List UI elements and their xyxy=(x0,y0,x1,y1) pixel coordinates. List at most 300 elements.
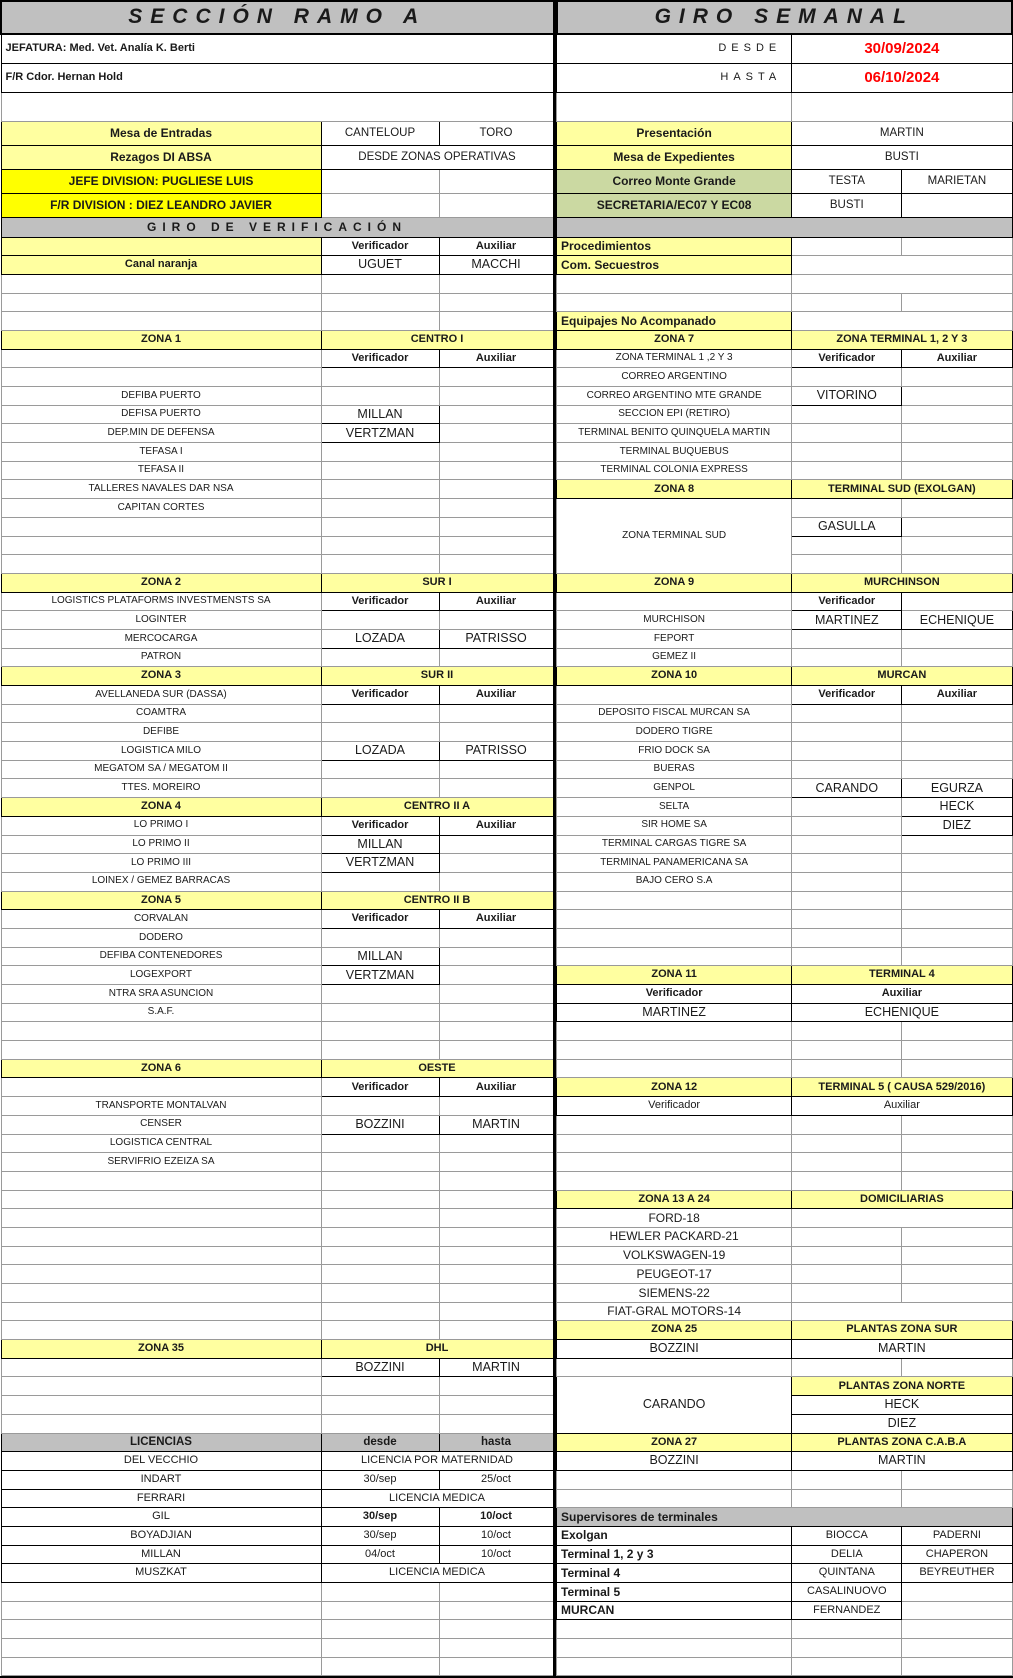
empty-cell xyxy=(792,648,902,667)
empty-cell xyxy=(1,1209,321,1228)
licencia-cell: 30/sep xyxy=(321,1508,439,1527)
rezagos-value: DESDE ZONAS OPERATIVAS xyxy=(321,145,554,169)
zone-header-cell: ZONA 5 xyxy=(1,891,321,910)
licencia-cell: LICENCIA MEDICA xyxy=(321,1489,554,1508)
empty-cell xyxy=(792,891,902,910)
empty-cell xyxy=(439,779,554,798)
cell: BAJO CERO S.A xyxy=(557,872,792,891)
empty-cell xyxy=(557,1115,792,1134)
zone-header-cell: CENTRO I xyxy=(321,330,554,349)
cell: LOGISTICA MILO xyxy=(1,742,321,761)
terminal-label-cell: Terminal 4 xyxy=(557,1564,792,1583)
empty-cell xyxy=(1,1396,321,1415)
empty-cell xyxy=(439,1171,554,1190)
cell: DEPOSITO FISCAL MURCAN SA xyxy=(557,704,792,723)
assignee-name-cell: MILLAN xyxy=(321,835,439,854)
empty-cell xyxy=(557,910,792,929)
assignee-name-cell: ECHENIQUE xyxy=(792,1003,1012,1022)
empty-cell xyxy=(439,1620,554,1639)
empty-cell xyxy=(557,293,792,312)
assignee-name-cell: PATRISSO xyxy=(439,629,554,648)
empty-cell xyxy=(321,1097,439,1116)
empty-cell xyxy=(557,1059,792,1078)
assignee-name-cell: BUSTI xyxy=(792,193,902,217)
empty-cell xyxy=(792,443,902,462)
empty-cell xyxy=(439,1003,554,1022)
empty-cell xyxy=(1,1171,321,1190)
zone-header-cell: SUR I xyxy=(321,573,554,592)
cell: BUERAS xyxy=(557,760,792,779)
empty-cell xyxy=(902,443,1012,462)
empty-cell xyxy=(792,1657,902,1676)
licencia-cell: BOYADJIAN xyxy=(1,1526,321,1545)
zone-header-cell: ZONA 25 xyxy=(557,1321,792,1340)
empty-cell xyxy=(439,947,554,966)
assignee-name-cell: MARTIN xyxy=(439,1358,554,1377)
empty-cell xyxy=(557,1657,792,1676)
assignee-name-cell: TESTA xyxy=(792,169,902,193)
empty-cell xyxy=(439,461,554,480)
zone-header-cell: DOMICILIARIAS xyxy=(792,1190,1012,1209)
empty-cell xyxy=(321,536,439,555)
empty-cell xyxy=(1,1078,321,1097)
empty-cell xyxy=(557,592,792,611)
empty-cell xyxy=(439,1321,554,1340)
empty-cell xyxy=(321,499,439,518)
empty-cell xyxy=(792,1302,1012,1321)
fr-line: F/R Cdor. Hernan Hold xyxy=(1,63,554,92)
empty-cell xyxy=(792,1470,902,1489)
empty-cell xyxy=(557,274,792,293)
empty-cell xyxy=(902,368,1012,387)
empty-cell xyxy=(902,1657,1012,1676)
company-cell: HEWLER PACKARD-21 xyxy=(557,1227,792,1246)
empty-cell xyxy=(902,293,1012,312)
empty-cell xyxy=(321,1302,439,1321)
empty-cell xyxy=(439,1097,554,1116)
empty-cell xyxy=(792,424,902,443)
empty-cell xyxy=(902,854,1012,873)
zone-header-cell: ZONA 4 xyxy=(1,798,321,817)
empty-cell xyxy=(439,443,554,462)
mesa-expedientes-label: Mesa de Expedientes xyxy=(557,145,792,169)
licencia-cell: 30/sep xyxy=(321,1470,439,1489)
jefatura-line: JEFATURA: Med. Vet. Analía K. Berti xyxy=(1,34,554,63)
assignee-name-cell: PATRISSO xyxy=(439,742,554,761)
empty-cell xyxy=(1,1657,321,1676)
cell: FRIO DOCK SA xyxy=(557,742,792,761)
empty-cell xyxy=(1,349,321,368)
cell: DEP.MIN DE DEFENSA xyxy=(1,424,321,443)
empty-cell xyxy=(1,274,321,293)
cell: MURCHISON xyxy=(557,611,792,630)
cell: CAPITAN CORTES xyxy=(1,499,321,518)
supervisor-name-cell: BEYREUTHER xyxy=(902,1564,1012,1583)
cell: TERMINAL PANAMERICANA SA xyxy=(557,854,792,873)
assignee-name-cell: HECK xyxy=(902,798,1012,817)
assignee-name-cell: VERTZMAN xyxy=(321,424,439,443)
empty-cell xyxy=(902,872,1012,891)
cell: GEMEZ II xyxy=(557,648,792,667)
empty-cell xyxy=(321,928,439,947)
empty-cell xyxy=(321,1190,439,1209)
cell: TERMINAL BUQUEBUS xyxy=(557,443,792,462)
empty-cell xyxy=(321,1620,439,1639)
empty-cell xyxy=(439,1022,554,1041)
empty-cell xyxy=(792,92,1012,121)
empty-cell xyxy=(321,1583,439,1602)
cell: LO PRIMO I xyxy=(1,816,321,835)
empty-cell xyxy=(439,1396,554,1415)
zone-header-cell: OESTE xyxy=(321,1059,554,1078)
empty-cell xyxy=(321,985,439,1004)
empty-cell xyxy=(792,872,902,891)
cell: SELTA xyxy=(557,798,792,817)
empty-cell xyxy=(439,928,554,947)
cell: TEFASA II xyxy=(1,461,321,480)
empty-cell xyxy=(902,1489,1012,1508)
supervisor-name-cell: CASALINUOVO xyxy=(792,1583,902,1602)
empty-cell xyxy=(902,891,1012,910)
empty-cell xyxy=(1,1601,321,1620)
empty-cell xyxy=(321,704,439,723)
empty-cell xyxy=(439,312,554,331)
empty-cell xyxy=(792,461,902,480)
empty-cell xyxy=(902,499,1012,518)
empty-cell xyxy=(902,1470,1012,1489)
licencia-cell: FERRARI xyxy=(1,1489,321,1508)
empty-cell xyxy=(1,92,554,121)
licencias-header-cell: LICENCIAS xyxy=(1,1433,321,1452)
empty-cell xyxy=(792,1284,902,1303)
empty-cell xyxy=(792,1059,902,1078)
assignee-name-cell xyxy=(902,193,1012,217)
empty-cell xyxy=(1,368,321,387)
cell: SIR HOME SA xyxy=(557,816,792,835)
licencia-cell: DEL VECCHIO xyxy=(1,1452,321,1471)
empty-cell xyxy=(902,536,1012,555)
empty-cell xyxy=(439,480,554,499)
empty-cell xyxy=(902,1284,1012,1303)
zone-header-cell: PLANTAS ZONA C.A.B.A xyxy=(792,1433,1012,1452)
empty-cell xyxy=(902,237,1012,256)
supervisor-name-cell: BIOCCA xyxy=(792,1526,902,1545)
assignee-name-cell: CARANDO xyxy=(557,1377,792,1433)
zone-header-cell: ZONA 2 xyxy=(1,573,321,592)
empty-cell xyxy=(321,193,439,217)
empty-cell xyxy=(439,648,554,667)
empty-cell xyxy=(1,312,321,331)
empty-cell xyxy=(439,1414,554,1433)
supervisor-name-cell: DELIA xyxy=(792,1545,902,1564)
licencia-cell: 10/oct xyxy=(439,1508,554,1527)
assignee-name-cell: MILLAN xyxy=(321,947,439,966)
empty-cell xyxy=(792,1171,902,1190)
empty-cell xyxy=(321,368,439,387)
empty-cell xyxy=(439,1134,554,1153)
empty-cell xyxy=(321,1639,439,1658)
assignee-name-cell: CANTELOUP xyxy=(321,121,439,145)
column-header-cell: Auxiliar xyxy=(439,910,554,929)
column-header-cell: Auxiliar xyxy=(439,349,554,368)
section-label-cell: Procedimientos xyxy=(557,237,792,256)
zone-header-cell: ZONA 11 xyxy=(557,966,792,985)
licencia-cell: LICENCIA POR MATERNIDAD xyxy=(321,1452,554,1471)
empty-cell xyxy=(439,274,554,293)
cell: DEFIBA PUERTO xyxy=(1,387,321,406)
empty-cell xyxy=(1,1246,321,1265)
column-header-cell: Auxiliar xyxy=(439,592,554,611)
column-header-cell: Auxiliar xyxy=(439,237,554,256)
empty-cell xyxy=(792,760,902,779)
empty-cell xyxy=(1,1265,321,1284)
licencia-cell: MILLAN xyxy=(1,1545,321,1564)
empty-cell xyxy=(321,1022,439,1041)
supervisor-name-cell: PADERNI xyxy=(902,1526,1012,1545)
empty-cell xyxy=(439,169,554,193)
empty-cell xyxy=(321,293,439,312)
empty-cell xyxy=(902,1639,1012,1658)
empty-cell xyxy=(439,555,554,574)
empty-cell xyxy=(557,92,792,121)
empty-cell xyxy=(557,1639,792,1658)
empty-cell xyxy=(321,1227,439,1246)
empty-cell xyxy=(557,1153,792,1172)
zone-header-cell: ZONA TERMINAL 1, 2 Y 3 xyxy=(792,330,1012,349)
empty-cell xyxy=(902,928,1012,947)
assignee-name-cell: GASULLA xyxy=(792,517,902,536)
cell: LOGISTICA CENTRAL xyxy=(1,1134,321,1153)
empty-cell xyxy=(321,1265,439,1284)
empty-cell xyxy=(792,1153,902,1172)
empty-cell xyxy=(792,293,902,312)
empty-cell xyxy=(1,1190,321,1209)
jefe-division-label: JEFE DIVISION: PUGLIESE LUIS xyxy=(1,169,321,193)
empty-cell xyxy=(1,1302,321,1321)
licencia-cell: MUSZKAT xyxy=(1,1564,321,1583)
empty-cell xyxy=(902,1134,1012,1153)
zone-header-cell: ZONA 12 xyxy=(557,1078,792,1097)
empty-cell xyxy=(557,928,792,947)
empty-cell xyxy=(1,1358,321,1377)
empty-cell xyxy=(902,1153,1012,1172)
empty-cell xyxy=(439,1284,554,1303)
cell: TTES. MOREIRO xyxy=(1,779,321,798)
assignee-name-cell: VITORINO xyxy=(792,387,902,406)
column-header-cell: Auxiliar xyxy=(902,349,1012,368)
empty-cell xyxy=(321,1321,439,1340)
empty-cell xyxy=(792,405,902,424)
column-header-cell: Verificador xyxy=(792,686,902,705)
cell: GENPOL xyxy=(557,779,792,798)
empty-cell xyxy=(792,274,1012,293)
assignee-name-cell: MARIETAN xyxy=(902,169,1012,193)
empty-cell xyxy=(439,1153,554,1172)
cell: COAMTRA xyxy=(1,704,321,723)
empty-cell xyxy=(321,1171,439,1190)
fr-division-label: F/R DIVISION : DIEZ LEANDRO JAVIER xyxy=(1,193,321,217)
empty-cell xyxy=(439,723,554,742)
empty-cell xyxy=(902,947,1012,966)
empty-cell xyxy=(321,760,439,779)
assignee-name-cell: MILLAN xyxy=(321,405,439,424)
empty-cell xyxy=(439,517,554,536)
zone-header-cell: MURCAN xyxy=(792,667,1012,686)
empty-cell xyxy=(321,779,439,798)
section-label-cell: Com. Secuestros xyxy=(557,256,792,275)
supervisor-name-cell: CHAPERON xyxy=(902,1545,1012,1564)
empty-cell xyxy=(1,555,321,574)
zone-header-cell: PLANTAS ZONA SUR xyxy=(792,1321,1012,1340)
cell: ZONA TERMINAL 1 ,2 Y 3 xyxy=(557,349,792,368)
empty-cell xyxy=(1,1227,321,1246)
empty-cell xyxy=(792,256,1012,275)
empty-cell xyxy=(321,1377,439,1396)
empty-cell xyxy=(902,723,1012,742)
mesa-entradas-label: Mesa de Entradas xyxy=(1,121,321,145)
empty-cell xyxy=(1,1414,321,1433)
licencia-cell: GIL xyxy=(1,1508,321,1527)
cell: DEFIBE xyxy=(1,723,321,742)
empty-cell xyxy=(902,517,1012,536)
column-header-cell: Verificador xyxy=(321,349,439,368)
rezagos-label: Rezagos DI ABSA xyxy=(1,145,321,169)
empty-cell xyxy=(321,480,439,499)
empty-cell xyxy=(439,611,554,630)
empty-cell xyxy=(792,499,902,518)
cell: NTRA SRA ASUNCION xyxy=(1,985,321,1004)
zone-header-cell: ZONA 7 xyxy=(557,330,792,349)
licencia-cell: 04/oct xyxy=(321,1545,439,1564)
empty-cell xyxy=(439,966,554,985)
section-title: SECCIÓN RAMO A xyxy=(1,1,554,34)
cell: CENSER xyxy=(1,1115,321,1134)
empty-cell xyxy=(792,555,902,574)
empty-cell xyxy=(902,1265,1012,1284)
empty-cell xyxy=(321,1041,439,1060)
column-header-cell: Verificador xyxy=(557,1097,792,1116)
column-header-cell: Verificador xyxy=(321,686,439,705)
empty-cell xyxy=(902,648,1012,667)
empty-cell xyxy=(902,1115,1012,1134)
company-cell: FIAT-GRAL MOTORS-14 xyxy=(557,1302,792,1321)
hasta-label: HASTA xyxy=(557,63,792,92)
empty-cell xyxy=(902,835,1012,854)
column-header-cell: Verificador xyxy=(557,985,792,1004)
empty-cell xyxy=(557,1134,792,1153)
assignee-name-cell: LOZADA xyxy=(321,629,439,648)
empty-cell xyxy=(321,1209,439,1228)
empty-cell xyxy=(902,1022,1012,1041)
empty-cell xyxy=(321,443,439,462)
empty-cell xyxy=(1,1041,321,1060)
cell: DODERO TIGRE xyxy=(557,723,792,742)
empty-cell xyxy=(557,1041,792,1060)
empty-cell xyxy=(321,648,439,667)
column-header-cell: Verificador xyxy=(321,910,439,929)
zone-header-cell: SUR II xyxy=(321,667,554,686)
empty-cell xyxy=(321,1003,439,1022)
empty-cell xyxy=(1,1583,321,1602)
empty-cell xyxy=(439,368,554,387)
assignee-name-cell: HECK xyxy=(792,1396,1012,1415)
empty-cell xyxy=(902,592,1012,611)
terminal-label-cell: Terminal 5 xyxy=(557,1583,792,1602)
empty-cell xyxy=(902,1620,1012,1639)
empty-cell xyxy=(792,1209,1012,1228)
empty-cell xyxy=(902,910,1012,929)
zone-header-cell: ZONA 1 xyxy=(1,330,321,349)
terminal-label-cell: MURCAN xyxy=(557,1601,792,1620)
cell: LOINEX / GEMEZ BARRACAS xyxy=(1,872,321,891)
empty-cell xyxy=(439,424,554,443)
empty-cell xyxy=(902,1059,1012,1078)
empty-cell xyxy=(1,293,321,312)
empty-cell xyxy=(439,1601,554,1620)
licencia-cell: LICENCIA MEDICA xyxy=(321,1564,554,1583)
section-label-cell: Equipajes No Acompanado xyxy=(557,312,792,331)
cell: TALLERES NAVALES DAR NSA xyxy=(1,480,321,499)
cell: DEFISA PUERTO xyxy=(1,405,321,424)
empty-cell xyxy=(792,1246,902,1265)
desde-label: DESDE xyxy=(557,34,792,63)
cell: LOGISTICS PLATAFORMS INVESTMENSTS SA xyxy=(1,592,321,611)
cell: DODERO xyxy=(1,928,321,947)
zone-header-cell: TERMINAL 5 ( CAUSA 529/2016) xyxy=(792,1078,1012,1097)
licencia-cell: 10/oct xyxy=(439,1545,554,1564)
terminal-label-cell: Exolgan xyxy=(557,1526,792,1545)
assignee-name-cell: BOZZINI xyxy=(321,1115,439,1134)
empty-cell xyxy=(1,1639,321,1658)
empty-cell xyxy=(1,536,321,555)
column-header-cell: Auxiliar xyxy=(792,1097,1012,1116)
empty-cell xyxy=(902,1601,1012,1620)
zone-header-cell: ZONA 9 xyxy=(557,573,792,592)
supervisor-name-cell: FERNANDEZ xyxy=(792,1601,902,1620)
assignee-name-cell: MACCHI xyxy=(439,256,554,275)
empty-cell xyxy=(902,704,1012,723)
empty-cell xyxy=(321,517,439,536)
empty-cell xyxy=(902,1227,1012,1246)
empty-cell xyxy=(321,1134,439,1153)
assignee-name-cell: LOZADA xyxy=(321,742,439,761)
empty-cell xyxy=(321,555,439,574)
column-header-cell: Auxiliar xyxy=(439,1078,554,1097)
empty-cell xyxy=(439,854,554,873)
empty-cell xyxy=(321,1284,439,1303)
licencia-cell: 30/sep xyxy=(321,1526,439,1545)
column-header-cell: Verificador xyxy=(321,816,439,835)
empty-cell xyxy=(321,1153,439,1172)
empty-cell xyxy=(792,798,902,817)
empty-cell xyxy=(1,517,321,536)
empty-cell xyxy=(557,1171,792,1190)
empty-cell xyxy=(439,872,554,891)
correo-monte-grande-label: Correo Monte Grande xyxy=(557,169,792,193)
cell: MEGATOM SA / MEGATOM II xyxy=(1,760,321,779)
empty-cell xyxy=(557,891,792,910)
empty-cell xyxy=(321,1246,439,1265)
empty-cell xyxy=(321,387,439,406)
empty-cell xyxy=(1,1620,321,1639)
empty-cell xyxy=(902,424,1012,443)
right-half-table xyxy=(556,0,1013,1676)
company-cell: VOLKSWAGEN-19 xyxy=(557,1246,792,1265)
empty-cell xyxy=(557,1022,792,1041)
cell: TERMINAL COLONIA EXPRESS xyxy=(557,461,792,480)
presentacion-label: Presentación xyxy=(557,121,792,145)
licencias-header-cell: hasta xyxy=(439,1433,554,1452)
